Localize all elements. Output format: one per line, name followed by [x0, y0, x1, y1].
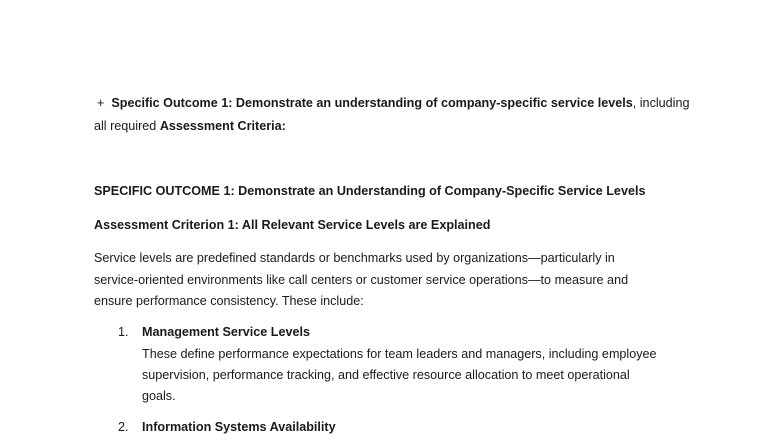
list-item-title: Management Service Levels [142, 325, 310, 339]
intro-continuation: , including [632, 96, 690, 110]
specific-outcome-title: Specific Outcome 1: Demonstrate an understanding of company-specific service levels [111, 96, 633, 110]
paragraph-line: Service levels are predefined standards or benchmarks used by organizations—particularly in [94, 251, 615, 265]
list-item-number: 2. [118, 420, 129, 434]
list-item-title: Information Systems Availability [142, 420, 336, 434]
bullet-marker: + [97, 96, 105, 110]
criterion-heading: Assessment Criterion 1: All Relevant Service Levels are Explained [94, 218, 491, 232]
list-item-description: goals. [142, 389, 176, 403]
assessment-criteria-label: Assessment Criteria: [159, 119, 286, 133]
intro-line-2 [94, 119, 286, 133]
list-item-description: supervision, performance tracking, and effective resource allocation to meet operational [142, 368, 630, 382]
list-item-description: These define performance expectations for team leaders and managers, including employee [142, 347, 657, 361]
list-item-number: 1. [118, 325, 129, 339]
intro-line-2-text: all required [94, 119, 160, 133]
paragraph-line: service-oriented environments like call centers or customer service operations—to measure and [94, 273, 629, 287]
intro-line-1 [97, 96, 689, 110]
paragraph-line: ensure performance consistency. These include: [94, 294, 364, 308]
section-heading: SPECIFIC OUTCOME 1: Demonstrate an Understanding of Company-Specific Service Levels [94, 184, 646, 198]
